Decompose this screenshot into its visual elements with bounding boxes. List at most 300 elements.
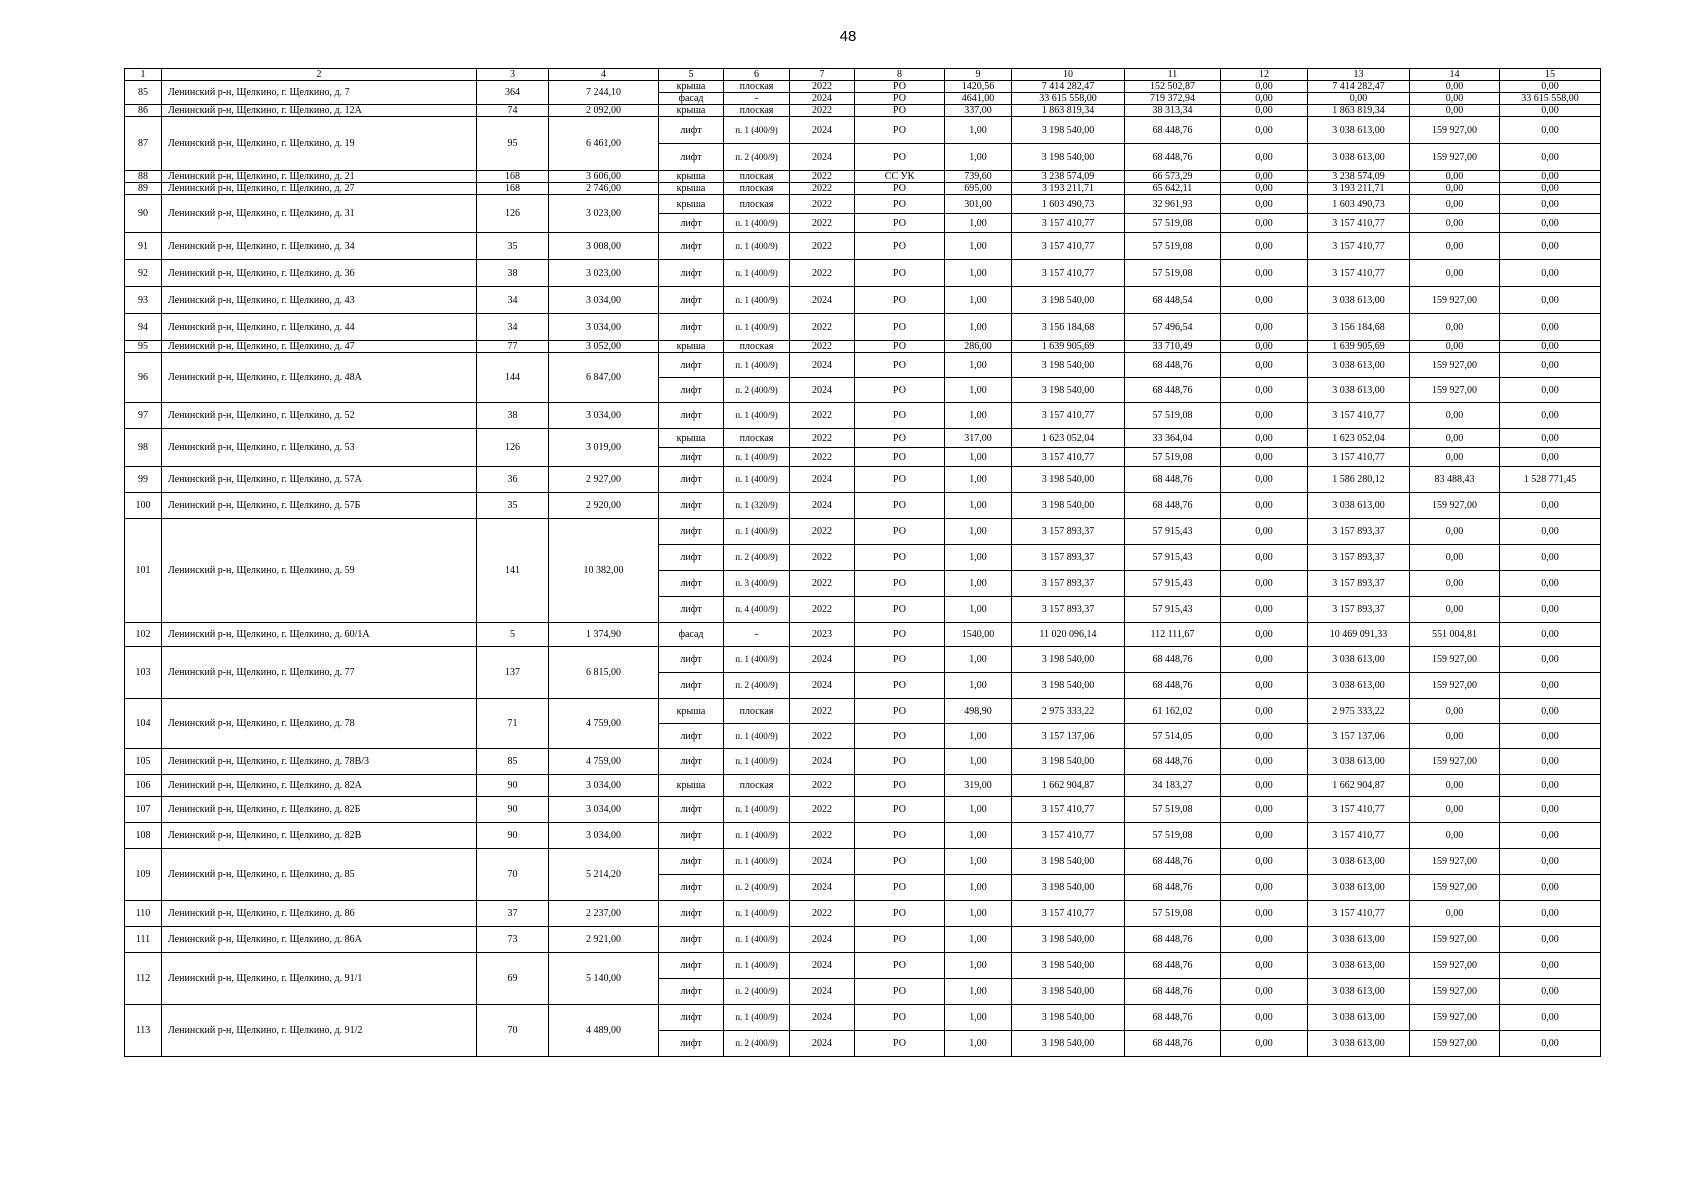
cell-c5: лифт	[659, 1005, 724, 1031]
cell-c10: 11 020 096,14	[1012, 623, 1125, 647]
apartments-cell: 37	[477, 901, 549, 927]
address-cell: Ленинский р-н, Щелкино, г. Щелкино, д. 48А	[162, 353, 477, 403]
cell-c9: 1,00	[945, 545, 1012, 571]
cell-c15: 0,00	[1500, 81, 1601, 93]
cell-c7: 2024	[790, 875, 855, 901]
cell-c10: 3 193 211,71	[1012, 183, 1125, 195]
area-cell: 2 092,00	[549, 105, 659, 117]
area-cell: 3 023,00	[549, 260, 659, 287]
cell-c5: лифт	[659, 353, 724, 378]
cell-c7: 2022	[790, 171, 855, 183]
cell-c15: 0,00	[1500, 673, 1601, 699]
cell-c12: 0,00	[1221, 353, 1308, 378]
cell-c11: 34 183,27	[1125, 775, 1221, 797]
cell-c15: 0,00	[1500, 448, 1601, 467]
cell-c9: 1,00	[945, 1031, 1012, 1057]
cell-c12: 0,00	[1221, 724, 1308, 749]
column-header: 3	[477, 69, 549, 81]
cell-c5: крыша	[659, 775, 724, 797]
cell-c10: 3 198 540,00	[1012, 749, 1125, 775]
cell-c10: 3 198 540,00	[1012, 647, 1125, 673]
table-row	[125, 493, 1601, 519]
cell-c8: РО	[855, 341, 945, 353]
area-cell: 3 034,00	[549, 314, 659, 341]
cell-c12: 0,00	[1221, 1005, 1308, 1031]
table-row	[125, 353, 1601, 378]
cell-c7: 2022	[790, 105, 855, 117]
apartments-cell: 36	[477, 467, 549, 493]
cell-c10: 3 157 410,77	[1012, 448, 1125, 467]
table-row	[125, 901, 1601, 927]
cell-c10: 3 198 540,00	[1012, 1031, 1125, 1057]
cell-c12: 0,00	[1221, 797, 1308, 823]
table-row	[125, 429, 1601, 448]
cell-c5: лифт	[659, 214, 724, 233]
cell-c6: п. 1 (400/9)	[724, 647, 790, 673]
cell-c6: п. 1 (400/9)	[724, 260, 790, 287]
cell-c7: 2022	[790, 597, 855, 623]
apartments-cell: 38	[477, 403, 549, 429]
cell-c9: 1,00	[945, 875, 1012, 901]
row-number: 91	[125, 233, 162, 260]
cell-c10: 3 157 893,37	[1012, 519, 1125, 545]
cell-c12: 0,00	[1221, 953, 1308, 979]
cell-c14: 0,00	[1410, 901, 1500, 927]
address-cell: Ленинский р-н, Щелкино, г. Щелкино, д. 57Б	[162, 493, 477, 519]
address-cell: Ленинский р-н, Щелкино, г. Щелкино, д. 52	[162, 403, 477, 429]
cell-c11: 719 372,94	[1125, 93, 1221, 105]
table-row	[125, 260, 1601, 287]
cell-c7: 2022	[790, 195, 855, 214]
cell-c12: 0,00	[1221, 493, 1308, 519]
area-cell: 2 746,00	[549, 183, 659, 195]
cell-c15: 0,00	[1500, 571, 1601, 597]
cell-c14: 0,00	[1410, 571, 1500, 597]
cell-c12: 0,00	[1221, 901, 1308, 927]
address-cell: Ленинский р-н, Щелкино, г. Щелкино, д. 19	[162, 117, 477, 171]
table-row	[125, 117, 1601, 144]
cell-c12: 0,00	[1221, 260, 1308, 287]
cell-c14: 0,00	[1410, 214, 1500, 233]
cell-c11: 57 915,43	[1125, 597, 1221, 623]
cell-c5: крыша	[659, 195, 724, 214]
cell-c8: РО	[855, 195, 945, 214]
cell-c12: 0,00	[1221, 171, 1308, 183]
area-cell: 3 034,00	[549, 823, 659, 849]
table-row	[125, 195, 1601, 214]
cell-c12: 0,00	[1221, 849, 1308, 875]
area-cell: 10 382,00	[549, 519, 659, 623]
cell-c15: 0,00	[1500, 341, 1601, 353]
cell-c11: 57 519,08	[1125, 797, 1221, 823]
cell-c5: лифт	[659, 875, 724, 901]
cell-c14: 0,00	[1410, 171, 1500, 183]
table-row	[125, 467, 1601, 493]
cell-c9: 1,00	[945, 144, 1012, 171]
cell-c5: лифт	[659, 403, 724, 429]
cell-c5: лифт	[659, 823, 724, 849]
cell-c11: 68 448,76	[1125, 1005, 1221, 1031]
cell-c15: 0,00	[1500, 214, 1601, 233]
table-row	[125, 1005, 1601, 1031]
cell-c12: 0,00	[1221, 927, 1308, 953]
cell-c10: 3 157 893,37	[1012, 545, 1125, 571]
address-cell: Ленинский р-н, Щелкино, г. Щелкино, д. 31	[162, 195, 477, 233]
cell-c13: 1 863 819,34	[1308, 105, 1410, 117]
cell-c15: 1 528 771,45	[1500, 467, 1601, 493]
cell-c8: СС УК	[855, 171, 945, 183]
row-number: 99	[125, 467, 162, 493]
cell-c13: 3 038 613,00	[1308, 979, 1410, 1005]
row-number: 94	[125, 314, 162, 341]
cell-c12: 0,00	[1221, 647, 1308, 673]
cell-c12: 0,00	[1221, 979, 1308, 1005]
cell-c12: 0,00	[1221, 519, 1308, 545]
cell-c14: 0,00	[1410, 545, 1500, 571]
area-cell: 2 927,00	[549, 467, 659, 493]
row-number: 111	[125, 927, 162, 953]
column-header: 1	[125, 69, 162, 81]
cell-c10: 1 662 904,87	[1012, 775, 1125, 797]
row-number: 110	[125, 901, 162, 927]
row-number: 90	[125, 195, 162, 233]
cell-c14: 83 488,43	[1410, 467, 1500, 493]
cell-c13: 1 586 280,12	[1308, 467, 1410, 493]
cell-c6: п. 1 (400/9)	[724, 214, 790, 233]
capital-repair-table	[124, 68, 1601, 1057]
cell-c15: 0,00	[1500, 117, 1601, 144]
cell-c13: 3 038 613,00	[1308, 287, 1410, 314]
cell-c9: 1,00	[945, 797, 1012, 823]
cell-c13: 3 157 137,06	[1308, 724, 1410, 749]
apartments-cell: 137	[477, 647, 549, 699]
apartments-cell: 34	[477, 314, 549, 341]
cell-c8: РО	[855, 117, 945, 144]
cell-c11: 68 448,76	[1125, 927, 1221, 953]
cell-c9: 319,00	[945, 775, 1012, 797]
cell-c9: 498,90	[945, 699, 1012, 724]
cell-c5: лифт	[659, 448, 724, 467]
cell-c9: 1420,56	[945, 81, 1012, 93]
cell-c6: плоская	[724, 341, 790, 353]
cell-c10: 3 198 540,00	[1012, 1005, 1125, 1031]
cell-c5: лифт	[659, 144, 724, 171]
row-number: 109	[125, 849, 162, 901]
address-cell: Ленинский р-н, Щелкино, г. Щелкино, д. 78	[162, 699, 477, 749]
cell-c13: 3 038 613,00	[1308, 673, 1410, 699]
cell-c8: РО	[855, 699, 945, 724]
cell-c13: 3 038 613,00	[1308, 927, 1410, 953]
cell-c8: РО	[855, 105, 945, 117]
cell-c9: 1,00	[945, 214, 1012, 233]
cell-c10: 3 238 574,09	[1012, 171, 1125, 183]
apartments-cell: 90	[477, 797, 549, 823]
row-number: 106	[125, 775, 162, 797]
cell-c10: 3 198 540,00	[1012, 144, 1125, 171]
cell-c6: п. 1 (400/9)	[724, 117, 790, 144]
cell-c9: 1,00	[945, 823, 1012, 849]
cell-c8: РО	[855, 571, 945, 597]
address-cell: Ленинский р-н, Щелкино, г. Щелкино, д. 82А	[162, 775, 477, 797]
cell-c7: 2022	[790, 797, 855, 823]
cell-c13: 3 038 613,00	[1308, 647, 1410, 673]
apartments-cell: 364	[477, 81, 549, 105]
cell-c12: 0,00	[1221, 775, 1308, 797]
cell-c6: п. 1 (400/9)	[724, 314, 790, 341]
address-cell: Ленинский р-н, Щелкино, г. Щелкино, д. 44	[162, 314, 477, 341]
apartments-cell: 168	[477, 183, 549, 195]
area-cell: 7 244,10	[549, 81, 659, 105]
cell-c6: плоская	[724, 195, 790, 214]
row-number: 98	[125, 429, 162, 467]
cell-c13: 3 157 410,77	[1308, 823, 1410, 849]
cell-c8: РО	[855, 623, 945, 647]
cell-c10: 3 157 893,37	[1012, 597, 1125, 623]
cell-c9: 1,00	[945, 1005, 1012, 1031]
cell-c9: 317,00	[945, 429, 1012, 448]
apartments-cell: 71	[477, 699, 549, 749]
cell-c5: лифт	[659, 378, 724, 403]
cell-c7: 2024	[790, 953, 855, 979]
cell-c12: 0,00	[1221, 623, 1308, 647]
cell-c10: 1 639 905,69	[1012, 341, 1125, 353]
apartments-cell: 35	[477, 233, 549, 260]
table-row	[125, 519, 1601, 545]
cell-c12: 0,00	[1221, 81, 1308, 93]
cell-c7: 2024	[790, 493, 855, 519]
cell-c10: 3 198 540,00	[1012, 117, 1125, 144]
cell-c9: 1,00	[945, 233, 1012, 260]
cell-c7: 2022	[790, 823, 855, 849]
cell-c7: 2022	[790, 429, 855, 448]
cell-c14: 159 927,00	[1410, 673, 1500, 699]
table-row	[125, 183, 1601, 195]
cell-c7: 2024	[790, 467, 855, 493]
cell-c11: 68 448,76	[1125, 378, 1221, 403]
cell-c13: 3 038 613,00	[1308, 953, 1410, 979]
cell-c10: 3 198 540,00	[1012, 353, 1125, 378]
cell-c5: лифт	[659, 117, 724, 144]
apartments-cell: 35	[477, 493, 549, 519]
cell-c14: 159 927,00	[1410, 927, 1500, 953]
address-cell: Ленинский р-н, Щелкино, г. Щелкино, д. 36	[162, 260, 477, 287]
cell-c8: РО	[855, 403, 945, 429]
cell-c7: 2024	[790, 287, 855, 314]
cell-c7: 2024	[790, 144, 855, 171]
cell-c5: крыша	[659, 341, 724, 353]
cell-c10: 3 198 540,00	[1012, 875, 1125, 901]
column-header: 8	[855, 69, 945, 81]
cell-c12: 0,00	[1221, 378, 1308, 403]
cell-c9: 1,00	[945, 378, 1012, 403]
row-number: 104	[125, 699, 162, 749]
cell-c10: 2 975 333,22	[1012, 699, 1125, 724]
cell-c10: 3 157 410,77	[1012, 233, 1125, 260]
table-row	[125, 233, 1601, 260]
cell-c11: 68 448,76	[1125, 749, 1221, 775]
cell-c7: 2024	[790, 93, 855, 105]
cell-c8: РО	[855, 823, 945, 849]
cell-c6: плоская	[724, 81, 790, 93]
cell-c11: 68 448,76	[1125, 849, 1221, 875]
cell-c11: 38 313,34	[1125, 105, 1221, 117]
cell-c13: 3 038 613,00	[1308, 117, 1410, 144]
cell-c12: 0,00	[1221, 214, 1308, 233]
cell-c7: 2022	[790, 545, 855, 571]
cell-c10: 1 623 052,04	[1012, 429, 1125, 448]
cell-c15: 0,00	[1500, 493, 1601, 519]
row-number: 96	[125, 353, 162, 403]
cell-c14: 159 927,00	[1410, 875, 1500, 901]
cell-c15: 0,00	[1500, 979, 1601, 1005]
cell-c6: п. 1 (400/9)	[724, 448, 790, 467]
cell-c7: 2022	[790, 724, 855, 749]
cell-c5: крыша	[659, 171, 724, 183]
cell-c13: 3 157 893,37	[1308, 597, 1410, 623]
cell-c5: лифт	[659, 493, 724, 519]
area-cell: 4 489,00	[549, 1005, 659, 1057]
address-cell: Ленинский р-н, Щелкино, г. Щелкино, д. 47	[162, 341, 477, 353]
cell-c9: 1,00	[945, 260, 1012, 287]
cell-c10: 3 198 540,00	[1012, 979, 1125, 1005]
area-cell: 3 034,00	[549, 403, 659, 429]
cell-c9: 1,00	[945, 597, 1012, 623]
address-cell: Ленинский р-н, Щелкино, г. Щелкино, д. 82В	[162, 823, 477, 849]
area-cell: 3 034,00	[549, 775, 659, 797]
cell-c14: 0,00	[1410, 519, 1500, 545]
cell-c15: 0,00	[1500, 429, 1601, 448]
area-cell: 1 374,90	[549, 623, 659, 647]
cell-c11: 57 519,08	[1125, 448, 1221, 467]
row-number: 102	[125, 623, 162, 647]
cell-c5: лифт	[659, 749, 724, 775]
cell-c14: 0,00	[1410, 81, 1500, 93]
row-number: 113	[125, 1005, 162, 1057]
cell-c15: 33 615 558,00	[1500, 93, 1601, 105]
apartments-cell: 144	[477, 353, 549, 403]
cell-c5: лифт	[659, 545, 724, 571]
cell-c15: 0,00	[1500, 724, 1601, 749]
column-header: 9	[945, 69, 1012, 81]
address-cell: Ленинский р-н, Щелкино, г. Щелкино, д. 60/1А	[162, 623, 477, 647]
cell-c6: плоская	[724, 775, 790, 797]
cell-c13: 2 975 333,22	[1308, 699, 1410, 724]
cell-c14: 159 927,00	[1410, 647, 1500, 673]
cell-c7: 2024	[790, 1005, 855, 1031]
cell-c10: 3 198 540,00	[1012, 849, 1125, 875]
cell-c6: п. 2 (400/9)	[724, 1031, 790, 1057]
cell-c14: 0,00	[1410, 448, 1500, 467]
address-cell: Ленинский р-н, Щелкино, г. Щелкино, д. 27	[162, 183, 477, 195]
cell-c5: крыша	[659, 699, 724, 724]
cell-c8: РО	[855, 673, 945, 699]
address-cell: Ленинский р-н, Щелкино, г. Щелкино, д. 86	[162, 901, 477, 927]
cell-c5: лифт	[659, 647, 724, 673]
cell-c8: РО	[855, 314, 945, 341]
cell-c14: 159 927,00	[1410, 749, 1500, 775]
cell-c14: 0,00	[1410, 105, 1500, 117]
cell-c14: 0,00	[1410, 314, 1500, 341]
address-cell: Ленинский р-н, Щелкино, г. Щелкино, д. 12А	[162, 105, 477, 117]
apartments-cell: 73	[477, 927, 549, 953]
cell-c14: 159 927,00	[1410, 1031, 1500, 1057]
cell-c6: п. 1 (400/9)	[724, 927, 790, 953]
cell-c13: 3 038 613,00	[1308, 353, 1410, 378]
column-header: 5	[659, 69, 724, 81]
cell-c14: 159 927,00	[1410, 144, 1500, 171]
apartments-cell: 126	[477, 195, 549, 233]
cell-c9: 301,00	[945, 195, 1012, 214]
column-header: 6	[724, 69, 790, 81]
cell-c7: 2022	[790, 214, 855, 233]
cell-c15: 0,00	[1500, 901, 1601, 927]
cell-c11: 57 519,08	[1125, 260, 1221, 287]
cell-c7: 2024	[790, 353, 855, 378]
cell-c14: 159 927,00	[1410, 117, 1500, 144]
cell-c10: 3 198 540,00	[1012, 953, 1125, 979]
cell-c8: РО	[855, 775, 945, 797]
cell-c8: РО	[855, 81, 945, 93]
apartments-cell: 141	[477, 519, 549, 623]
area-cell: 2 237,00	[549, 901, 659, 927]
header-row	[125, 69, 1601, 81]
cell-c13: 3 038 613,00	[1308, 378, 1410, 403]
cell-c10: 1 863 819,34	[1012, 105, 1125, 117]
cell-c12: 0,00	[1221, 673, 1308, 699]
cell-c6: п. 1 (400/9)	[724, 823, 790, 849]
cell-c14: 159 927,00	[1410, 378, 1500, 403]
cell-c9: 1540,00	[945, 623, 1012, 647]
cell-c11: 68 448,76	[1125, 117, 1221, 144]
column-header: 10	[1012, 69, 1125, 81]
cell-c6: плоская	[724, 429, 790, 448]
cell-c13: 3 156 184,68	[1308, 314, 1410, 341]
cell-c14: 0,00	[1410, 775, 1500, 797]
cell-c7: 2022	[790, 519, 855, 545]
cell-c11: 57 496,54	[1125, 314, 1221, 341]
area-cell: 2 920,00	[549, 493, 659, 519]
cell-c8: РО	[855, 647, 945, 673]
cell-c11: 57 915,43	[1125, 519, 1221, 545]
cell-c15: 0,00	[1500, 403, 1601, 429]
cell-c8: РО	[855, 378, 945, 403]
cell-c11: 33 364,04	[1125, 429, 1221, 448]
address-cell: Ленинский р-н, Щелкино, г. Щелкино, д. 34	[162, 233, 477, 260]
cell-c13: 3 157 410,77	[1308, 260, 1410, 287]
cell-c5: лифт	[659, 673, 724, 699]
cell-c12: 0,00	[1221, 749, 1308, 775]
cell-c11: 33 710,49	[1125, 341, 1221, 353]
cell-c5: лифт	[659, 797, 724, 823]
cell-c13: 3 038 613,00	[1308, 493, 1410, 519]
cell-c11: 57 519,08	[1125, 823, 1221, 849]
cell-c5: лифт	[659, 467, 724, 493]
cell-c11: 57 519,08	[1125, 403, 1221, 429]
cell-c6: -	[724, 623, 790, 647]
cell-c7: 2022	[790, 260, 855, 287]
row-number: 86	[125, 105, 162, 117]
cell-c6: -	[724, 93, 790, 105]
cell-c11: 57 519,08	[1125, 233, 1221, 260]
cell-c9: 1,00	[945, 979, 1012, 1005]
cell-c8: РО	[855, 979, 945, 1005]
cell-c9: 1,00	[945, 467, 1012, 493]
table-row	[125, 775, 1601, 797]
column-header: 4	[549, 69, 659, 81]
cell-c7: 2024	[790, 1031, 855, 1057]
cell-c7: 2022	[790, 341, 855, 353]
cell-c15: 0,00	[1500, 545, 1601, 571]
